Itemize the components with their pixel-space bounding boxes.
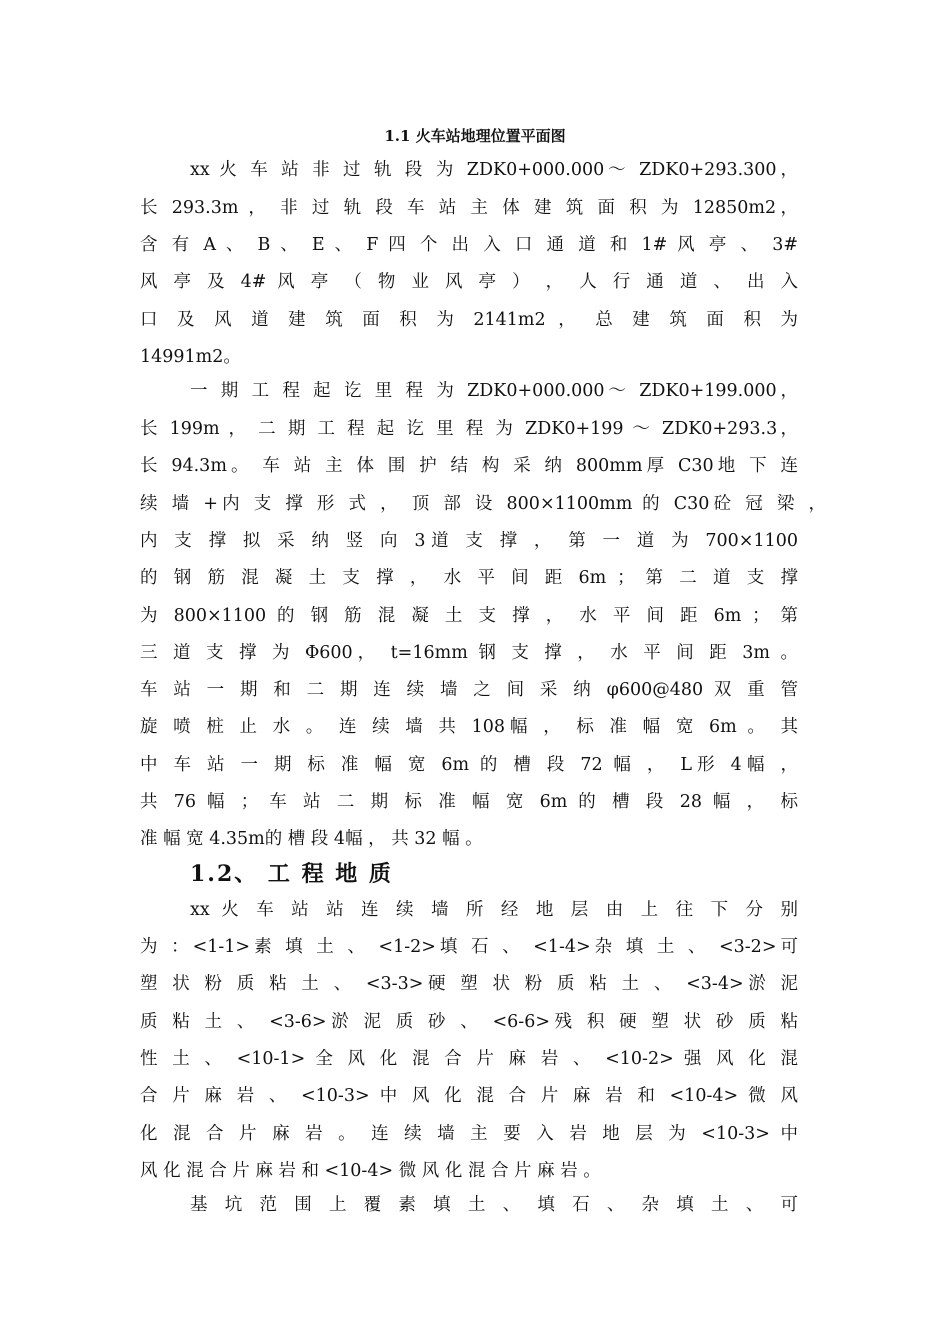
text-line: 共 76 幅 ； 车 站 二 期 标 准 幅 宽 6m 的 槽 段 28 幅 ， 标 xyxy=(140,792,798,812)
text-line: 准 幅 宽 4.35m的 槽 段 4幅 ， 共 32 幅 。 xyxy=(140,829,483,849)
text-line: 三 道 支 撑 为 Φ600， t=16mm 钢 支 撑 ， 水 平 间 距 3m 。 xyxy=(140,643,798,663)
text-line: 为 800×1100 的 钢 筋 混 凝 土 支 撑 ， 水 平 间 距 6m ； 第 xyxy=(140,606,798,626)
text-line: 性 土 、 <10-1> 全 风 化 混 合 片 麻 岩 、 <10-2> 强 风 化 混 xyxy=(140,1049,798,1069)
text-line: 一 期 工 程 起 讫 里 程 为 ZDK0+000.000～ ZDK0+199.000， xyxy=(190,381,798,401)
text-line: xx 火 车 站 非 过 轨 段 为 ZDK0+000.000～ ZDK0+293.300， xyxy=(190,160,798,180)
text-line: 长 199m ， 二 期 工 程 起 讫 里 程 为 ZDK0+199 ～ ZDK0+293.3， xyxy=(140,419,798,439)
figure-caption: 1.1 火车站地理位置平面图 xyxy=(384,127,566,145)
text-line: 基 坑 范 围 上 覆 素 填 土 、 填 石 、 杂 填 土 、 可 xyxy=(190,1195,798,1215)
text-line: 口 及 风 道 建 筑 面 积 为 2141m2 ， 总 建 筑 面 积 为 xyxy=(140,310,798,330)
text-line: 车 站 一 期 和 二 期 连 续 墙 之 间 采 纳 φ600@480 双 重 管 xyxy=(140,680,798,700)
text-line: 塑 状 粉 质 粘 土 、 <3-3>硬 塑 状 粉 质 粘 土 、 <3-4>淤 泥 xyxy=(140,974,798,994)
text-line: 长 94.3m。 车 站 主 体 围 护 结 构 采 纳 800mm厚 C30地 下 连 xyxy=(140,456,798,476)
text-line: 合 片 麻 岩 、 <10-3> 中 风 化 混 合 片 麻 岩 和 <10-4> 微 风 xyxy=(140,1086,798,1106)
text-line: 旋 喷 桩 止 水 。 连 续 墙 共 108幅 ， 标 准 幅 宽 6m 。 其 xyxy=(140,717,798,737)
text-line: 长 293.3m ， 非 过 轨 段 车 站 主 体 建 筑 面 积 为 12850m2， xyxy=(140,198,798,218)
section-heading: 1.2、 工 程 地 质 xyxy=(190,861,393,887)
text-line: 续 墙 +内 支 撑 形 式 ， 顶 部 设 800×1100mm 的 C30砼 冠 梁 ， xyxy=(140,494,826,514)
text-line: 质 粘 土 、 <3-6>淤 泥 质 砂 、 <6-6>残 积 硬 塑 状 砂 质 粘 xyxy=(140,1012,798,1032)
text-line: 含 有 A 、 B 、 E 、 F 四 个 出 入 口 通 道 和 1# 风 亭 、 3# xyxy=(140,235,798,255)
text-line: 14991m2。 xyxy=(140,347,241,367)
text-line: 风 亭 及 4# 风 亭 （ 物 业 风 亭 ） ， 人 行 通 道 、 出 入 xyxy=(140,272,798,292)
text-line: xx 火 车 站 站 连 续 墙 所 经 地 层 由 上 往 下 分 别 xyxy=(190,900,798,920)
text-line: 为 ：<1-1>素 填 土 、 <1-2>填 石 、 <1-4>杂 填 土 、 <3-2>可 xyxy=(140,937,798,957)
text-line: 内 支 撑 拟 采 纳 竖 向 3道 支 撑 ， 第 一 道 为 700×1100 xyxy=(140,531,798,551)
text-line: 中 车 站 一 期 标 准 幅 宽 6m 的 槽 段 72 幅 ， L形 4幅 ， xyxy=(140,755,798,775)
text-line: 风 化 混 合 片 麻 岩 和 <10-4> 微 风 化 混 合 片 麻 岩 。 xyxy=(140,1161,601,1181)
text-line: 化 混 合 片 麻 岩 。 连 续 墙 主 要 入 岩 地 层 为 <10-3> 中 xyxy=(140,1124,798,1144)
text-line: 的 钢 筋 混 凝 土 支 撑 ， 水 平 间 距 6m ； 第 二 道 支 撑 xyxy=(140,568,798,588)
